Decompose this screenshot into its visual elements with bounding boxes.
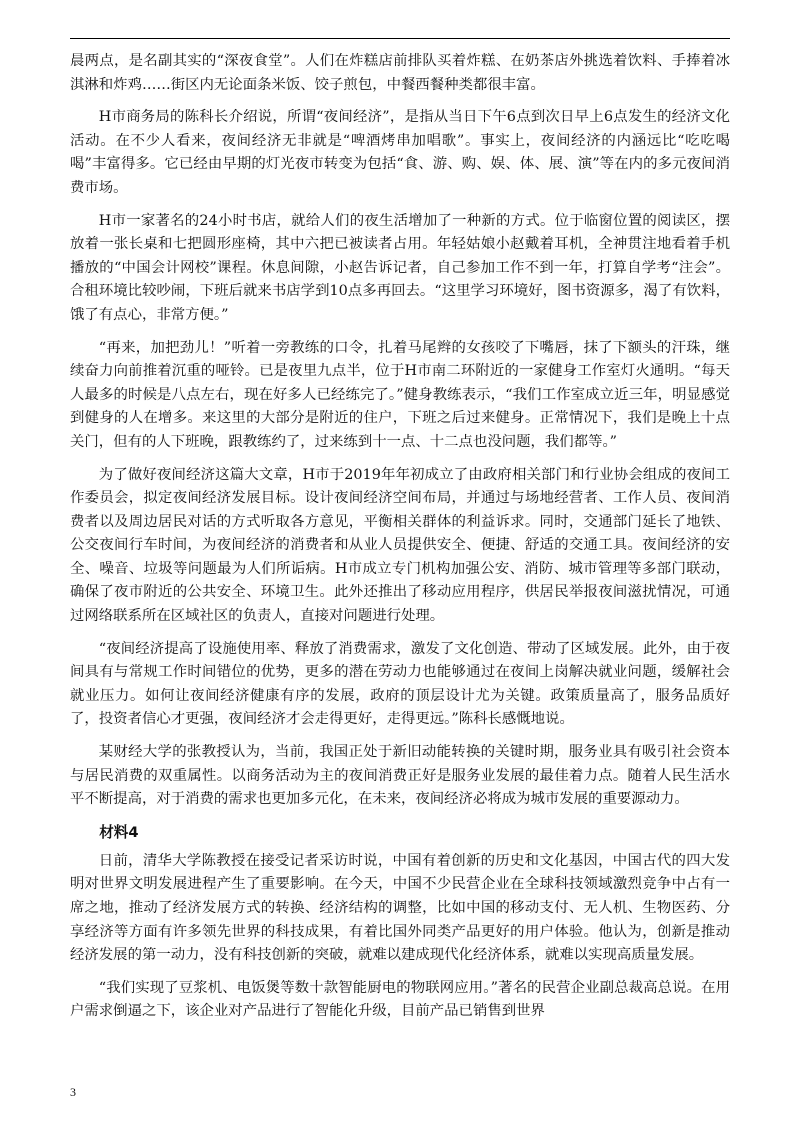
paragraph: H市一家著名的24小时书店，就给人们的夜生活增加了一种新的方式。位于临窗位置的阅读区，摆放着一张长桌和七把圆形座椅，其中六把已被读者占用。年轻姑娘小赵戴着耳机，全神贯注地看着手机播放的“中国会计网校”课程。休息间隙，小赵告诉记者，自己参加工作不到一年，打算自学考“注会”。合租环境比较吵闹，下班后就来书店学到10点多再回去。“这里学习环境好，图书资源多，渴了有饮料，饿了有点心，非常方便。” — [70, 212, 730, 323]
page-number: 3 — [70, 1085, 76, 1099]
document-body — [70, 50, 730, 1033]
header-rule — [70, 38, 730, 39]
paragraph: “我们实现了豆浆机、电饭煲等数十款智能厨电的物联网应用。”著名的民营企业副总裁高总说。在用户需求倒逼之下，该企业对产品进行了智能化升级，目前产品已销售到世界 — [70, 979, 730, 1020]
section-heading: 材料4 — [99, 823, 139, 841]
paragraph: 日前，清华大学陈教授在接受记者采访时说，中国有着创新的历史和文化基因，中国古代的四大发明对世界文明发展进程产生了重要影响。在今天，中国不少民营企业在全球科技领域激烈竞争中占有一席之地，推动了经济发展方式的转换、经济结构的调整，比如中国的移动支付、无人机、生物医药、分享经济等方面有许多领先世界的科技成果，有着比国外同类产品更好的用户体验。他认为，创新是推动经济发展的第一动力，没有科技创新的突破，就难以建成现代化经济体系，就难以实现高质量发展。 — [70, 852, 730, 964]
paragraph: 为了做好夜间经济这篇大文章，H市于2019年年初成立了由政府相关部门和行业协会组成的夜间工作委员会，拟定夜间经济发展目标。设计夜间经济空间布局，并通过与场地经营者、工作人员、夜间消费者以及周边居民对话的方式听取各方意见，平衡相关群体的利益诉求。同时，交通部门延长了地铁、公交夜间行车时间，为夜间经济的消费者和从业人员提供安全、便捷、舒适的交通工具。夜间经济的安全、噪音、垃圾等问题最为人们所诟病。H市成立专门机构加强公安、消防、城市管理等多部门联动，确保了夜市附近的公共安全、环境卫生。此外还推出了移动应用程序，供居民举报夜间滋扰情况，可通过网络联系所在区域社区的负责人，直接对问题进行处理。 — [70, 466, 730, 625]
paragraph: “夜间经济提高了设施使用率、释放了消费需求，激发了文化创造、带动了区域发展。此外，由于夜间具有与常规工作时间错位的优势，更多的潜在劳动力也能够通过在夜间上岗解决就业问题，缓解社会就业压力。如何让夜间经济健康有序的发展，政府的顶层设计尤为关键。政策质量高了，服务品质好了，投资者信心才更强，夜间经济才会走得更好，走得更远。”陈科长感慨地说。 — [70, 640, 730, 728]
paragraph: 晨两点，是名副其实的“深夜食堂”。人们在炸糕店前排队买着炸糕、在奶茶店外挑选着饮料、手捧着冰淇淋和炸鸡……街区内无论面条米饭、饺子煎包，中餐西餐种类都很丰富。 — [70, 53, 730, 93]
paragraph: 某财经大学的张教授认为，当前，我国正处于新旧动能转换的关键时期，服务业具有吸引社会资本与居民消费的双重属性。以商务活动为主的夜间消费正好是服务业发展的最佳着力点。随着人民生活水平不断提高，对于消费的需求也更加多元化，在未来，夜间经济必将成为城市发展的重要源动力。 — [70, 744, 730, 808]
paragraph: H市商务局的陈科长介绍说，所谓“夜间经济”，是指从当日下午6点到次日早上6点发生的经济文化活动。在不少人看来，夜间经济无非就是“啤酒烤串加唱歌”。事实上，夜间经济的内涵远比“吃吃喝喝”丰富得多。它已经由早期的灯光夜市转变为包括“食、游、购、娱、体、展、演”等在内的多元夜间消费市场。 — [70, 109, 730, 196]
paragraph: “再来，加把劲儿！”听着一旁教练的口令，扎着马尾辫的女孩咬了下嘴唇，抹了下额头的汗珠，继续奋力向前推着沉重的哑铃。已是夜里九点半，位于H市南二环附近的一家健身工作室灯火通明。“每天人最多的时候是八点左右，现在好多人已经练完了。”健身教练表示，“我们工作室成立近三年，明显感觉到健身的人在增多。来这里的大部分是附近的住户，下班之后过来健身。正常情况下，我们是晚上十点关门，但有的人下班晚，跟教练约了，过来练到十一点、十二点也没问题，我们都等。” — [70, 339, 730, 450]
